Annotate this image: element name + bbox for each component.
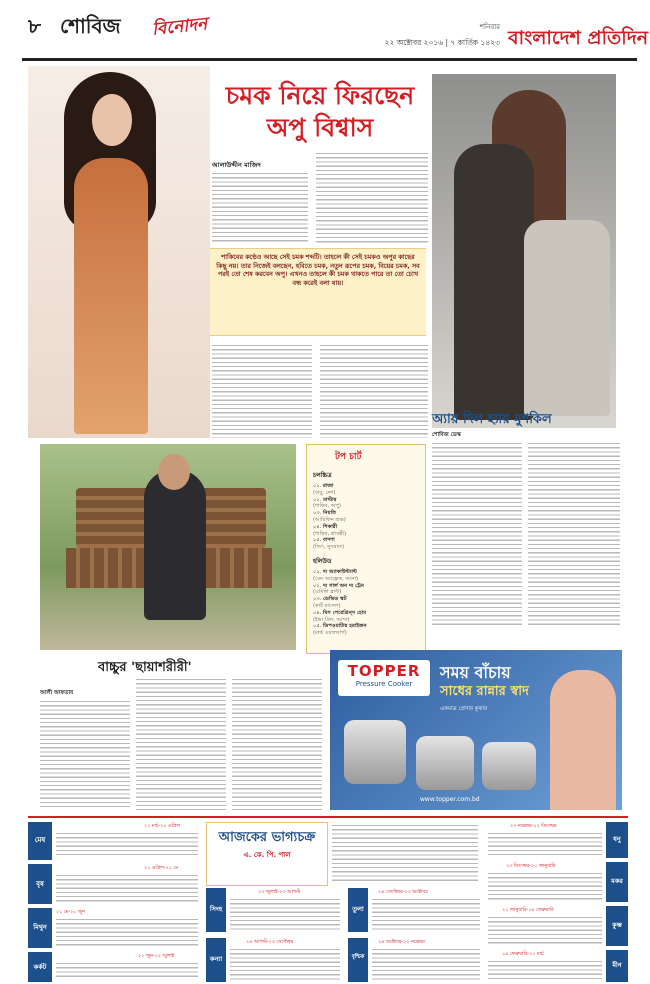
header-rule	[22, 58, 637, 61]
sign-name: মিথুন	[33, 923, 47, 931]
feature-text-col-1	[432, 440, 522, 628]
sign-dates: ২১ মে-২০ জুন	[56, 910, 86, 915]
lead-story	[0, 64, 650, 444]
sign-text	[56, 960, 198, 980]
sign-name: কর্কট	[33, 963, 47, 971]
sign-dates: ২৪ আগস্ট-২৩ সেপ্টেম্বর	[246, 940, 294, 945]
horoscope-intro	[332, 822, 478, 884]
ad-model	[550, 670, 616, 810]
pull-quote: শাকিবের কণ্ঠেও আছে সেই চমক শব্দটি। তাহলে কী সেই চমকও অপুর কাছের কিছু নয়। তার নিজেই বলছেন, হবিতে চমক, নতুন রূপের চমক, বিয়ের চমক, সব পরই তো শেষ করবেন অপু। এখনও তাহলে কী চমক থাকতে পারে তা তো চোখ বন্ধ করেই বলা যায়।	[216, 253, 420, 287]
sign-dates: ২১ এপ্রিল-২০ মে	[144, 866, 179, 871]
lead-text-col-4	[320, 342, 428, 438]
sign-kumbha	[488, 906, 628, 946]
model-dress	[74, 158, 148, 434]
topper-ad	[330, 650, 622, 810]
sign-dhanu	[488, 822, 628, 858]
sign-name: মকর	[611, 877, 623, 885]
photo-story-headline: বাচ্চুর 'ছায়াশরীরী'	[98, 660, 192, 675]
sign-name: কন্যা	[209, 955, 223, 963]
sign-name: ধনু	[613, 835, 621, 843]
horoscope-title: আজকের ভাগ্যচক্র	[218, 830, 316, 845]
ad-product: Pressure Cooker	[355, 680, 413, 688]
list-item: ০৪. মিস পেরেগ্রিন্‌স হোম (ইভা গ্রিন, আসা)	[313, 609, 367, 623]
list-item: ০৫. ডিপওয়াটার হরাইজন (মার্ক ওয়ালবার্গ)	[313, 623, 367, 637]
model-photo	[28, 66, 210, 438]
sign-name: মেষ	[34, 836, 46, 844]
pull-quote-box	[210, 248, 426, 336]
sign-text	[488, 958, 602, 980]
list-item: ০১. দ্য অ্যাকাউন্ট্যান্ট (বেন অ্যাফ্লেক, আনা)	[313, 568, 359, 582]
lead-byline: আলাউদ্দীন মাজিদ	[212, 161, 261, 169]
sign-mithun	[28, 908, 200, 948]
lead-text-col-2	[316, 150, 428, 244]
ad-cooker-2	[416, 736, 474, 790]
ad-brand-box	[338, 660, 430, 696]
horoscope-author: এ. কে. পি. পাল	[243, 851, 291, 859]
top-chart-film-heading: চলচ্চিত্র	[313, 472, 332, 479]
sign-dates: ২১ মার্চ-২০ এপ্রিল	[144, 824, 181, 829]
top-chart	[306, 444, 426, 654]
sign-name: মীন	[612, 961, 622, 969]
sign-text	[56, 830, 198, 858]
ad-url: www.topper.com.bd	[420, 796, 480, 803]
top-chart-title: টপ চার্ট	[335, 452, 362, 462]
man-figure	[144, 470, 206, 620]
lead-text-col-3	[212, 342, 312, 438]
sign-dates: ২১ জানুয়ারি-১৮ ফেব্রুয়ারি	[502, 908, 554, 913]
list-item: ০৫. বাদশা (জিৎ, নুসরাত)	[313, 537, 345, 551]
man-face	[158, 454, 190, 490]
lead-headline-line2: অপু বিশ্বাস	[266, 113, 374, 142]
list-item: ০৪. শিকারী (শাকিব, শ্রাবন্তী)	[313, 523, 347, 537]
sign-tula	[348, 888, 482, 932]
sign-singha	[206, 888, 342, 932]
sign-dates: ২৩ ডিসেম্বর-২০ জানুয়ারি	[506, 864, 556, 869]
top-chart-film-list	[313, 483, 425, 551]
sign-name: বৃশ্চিক	[351, 954, 365, 960]
couple-man	[454, 144, 534, 420]
couple-dress	[524, 220, 610, 416]
page-number: ৮	[28, 14, 41, 38]
sign-name: সিংহ	[209, 905, 223, 913]
sign-meen	[488, 950, 628, 982]
top-chart-hollywood-heading: হলিউড	[313, 557, 332, 565]
sign-brisha	[28, 864, 200, 904]
sign-dates: ২৩ জুলাই-২৩ আগস্ট	[258, 890, 301, 895]
section-label: শোবিজ	[60, 14, 121, 38]
sign-text	[230, 896, 340, 930]
sign-text	[230, 946, 340, 980]
sign-name: তুলা	[352, 905, 364, 913]
sign-dates: ১৯ ফেব্রুয়ারি-২০ মার্চ	[502, 952, 544, 957]
ad-caption: একমাত্র প্রেসার কুকার	[440, 706, 488, 712]
sign-text	[56, 916, 198, 946]
horoscope-title-box	[206, 822, 328, 886]
model-face	[92, 94, 132, 146]
photo-story-byline: আলী আফতাব	[40, 690, 74, 696]
list-item: ০২. মাস্টার (শাকিব, অপু)	[313, 496, 341, 510]
sign-karkat	[28, 952, 200, 982]
ad-slogan-line1: সময় বাঁচায়	[440, 663, 511, 682]
issue-day: শনিবার	[479, 23, 500, 31]
section-logo: বিনোদন	[151, 14, 209, 40]
sign-makar	[488, 862, 628, 902]
ad-brand: TOPPER	[347, 662, 421, 680]
issue-date: ২২ অক্টোবর ২০১৬ | ৭ কার্তিক ১৪২৩	[384, 38, 500, 47]
list-item: ০৩. ডেভিড স্কট (কার্ট রাসেল)	[313, 596, 347, 609]
sign-text	[488, 870, 602, 900]
list-item: ০১. রাজা (বাবু, দেশ)	[313, 483, 336, 496]
sign-text	[488, 914, 602, 944]
horoscope-section	[28, 816, 628, 984]
sign-kanya	[206, 938, 342, 982]
sign-mesh	[28, 822, 200, 860]
sign-text	[56, 872, 198, 902]
ad-cooker-1	[344, 720, 406, 784]
photo-story-col-2	[136, 676, 226, 810]
photo-story-col-3	[232, 676, 322, 810]
couple-photo	[432, 74, 616, 428]
feature-text-col-2	[528, 440, 620, 628]
lead-headline	[196, 80, 444, 150]
lead-headline-line1: চমক নিয়ে ফিরছেন	[225, 81, 415, 110]
masthead: বাংলাদেশ প্রতিদিন	[508, 27, 649, 49]
ad-slogan-line2: সাধের রান্নার স্বাদ	[440, 684, 529, 699]
sign-text	[372, 896, 480, 930]
sign-name: বৃষ	[36, 880, 44, 888]
sign-text	[488, 830, 602, 856]
chair-photo	[40, 444, 296, 650]
sign-dates: ২৪ অক্টোবর-২২ নভেম্বর	[378, 940, 425, 945]
sign-name: কুম্ভ	[612, 921, 622, 929]
page-header	[0, 0, 650, 64]
ad-cooker-3	[482, 742, 536, 790]
sign-text	[372, 946, 480, 980]
list-item: ০৩. নিয়তি (আরিফিন শুভ)	[313, 510, 346, 523]
top-chart-hollywood-list	[313, 569, 425, 637]
sign-brishchik	[348, 938, 482, 982]
sign-dates: ২৪ সেপ্টেম্বর-২৩ অক্টোবর	[378, 890, 428, 895]
sign-dates: ২১ জুন-২২ জুলাই	[138, 954, 175, 959]
sign-dates: ২৩ নভেম্বর-২২ ডিসেম্বর	[510, 824, 557, 829]
lead-text-col-1	[212, 170, 308, 244]
photo-story-col-1	[40, 698, 130, 810]
feature-byline: শোবিজ ডেস্ক	[432, 432, 461, 438]
list-item: ০২. দ্য গার্ল অন দ্য ট্রেন (এমিলি ব্লান্ট)	[313, 582, 364, 596]
feature-headline: অ্যায় দিল হ্যায় মুশকিল	[432, 412, 552, 427]
